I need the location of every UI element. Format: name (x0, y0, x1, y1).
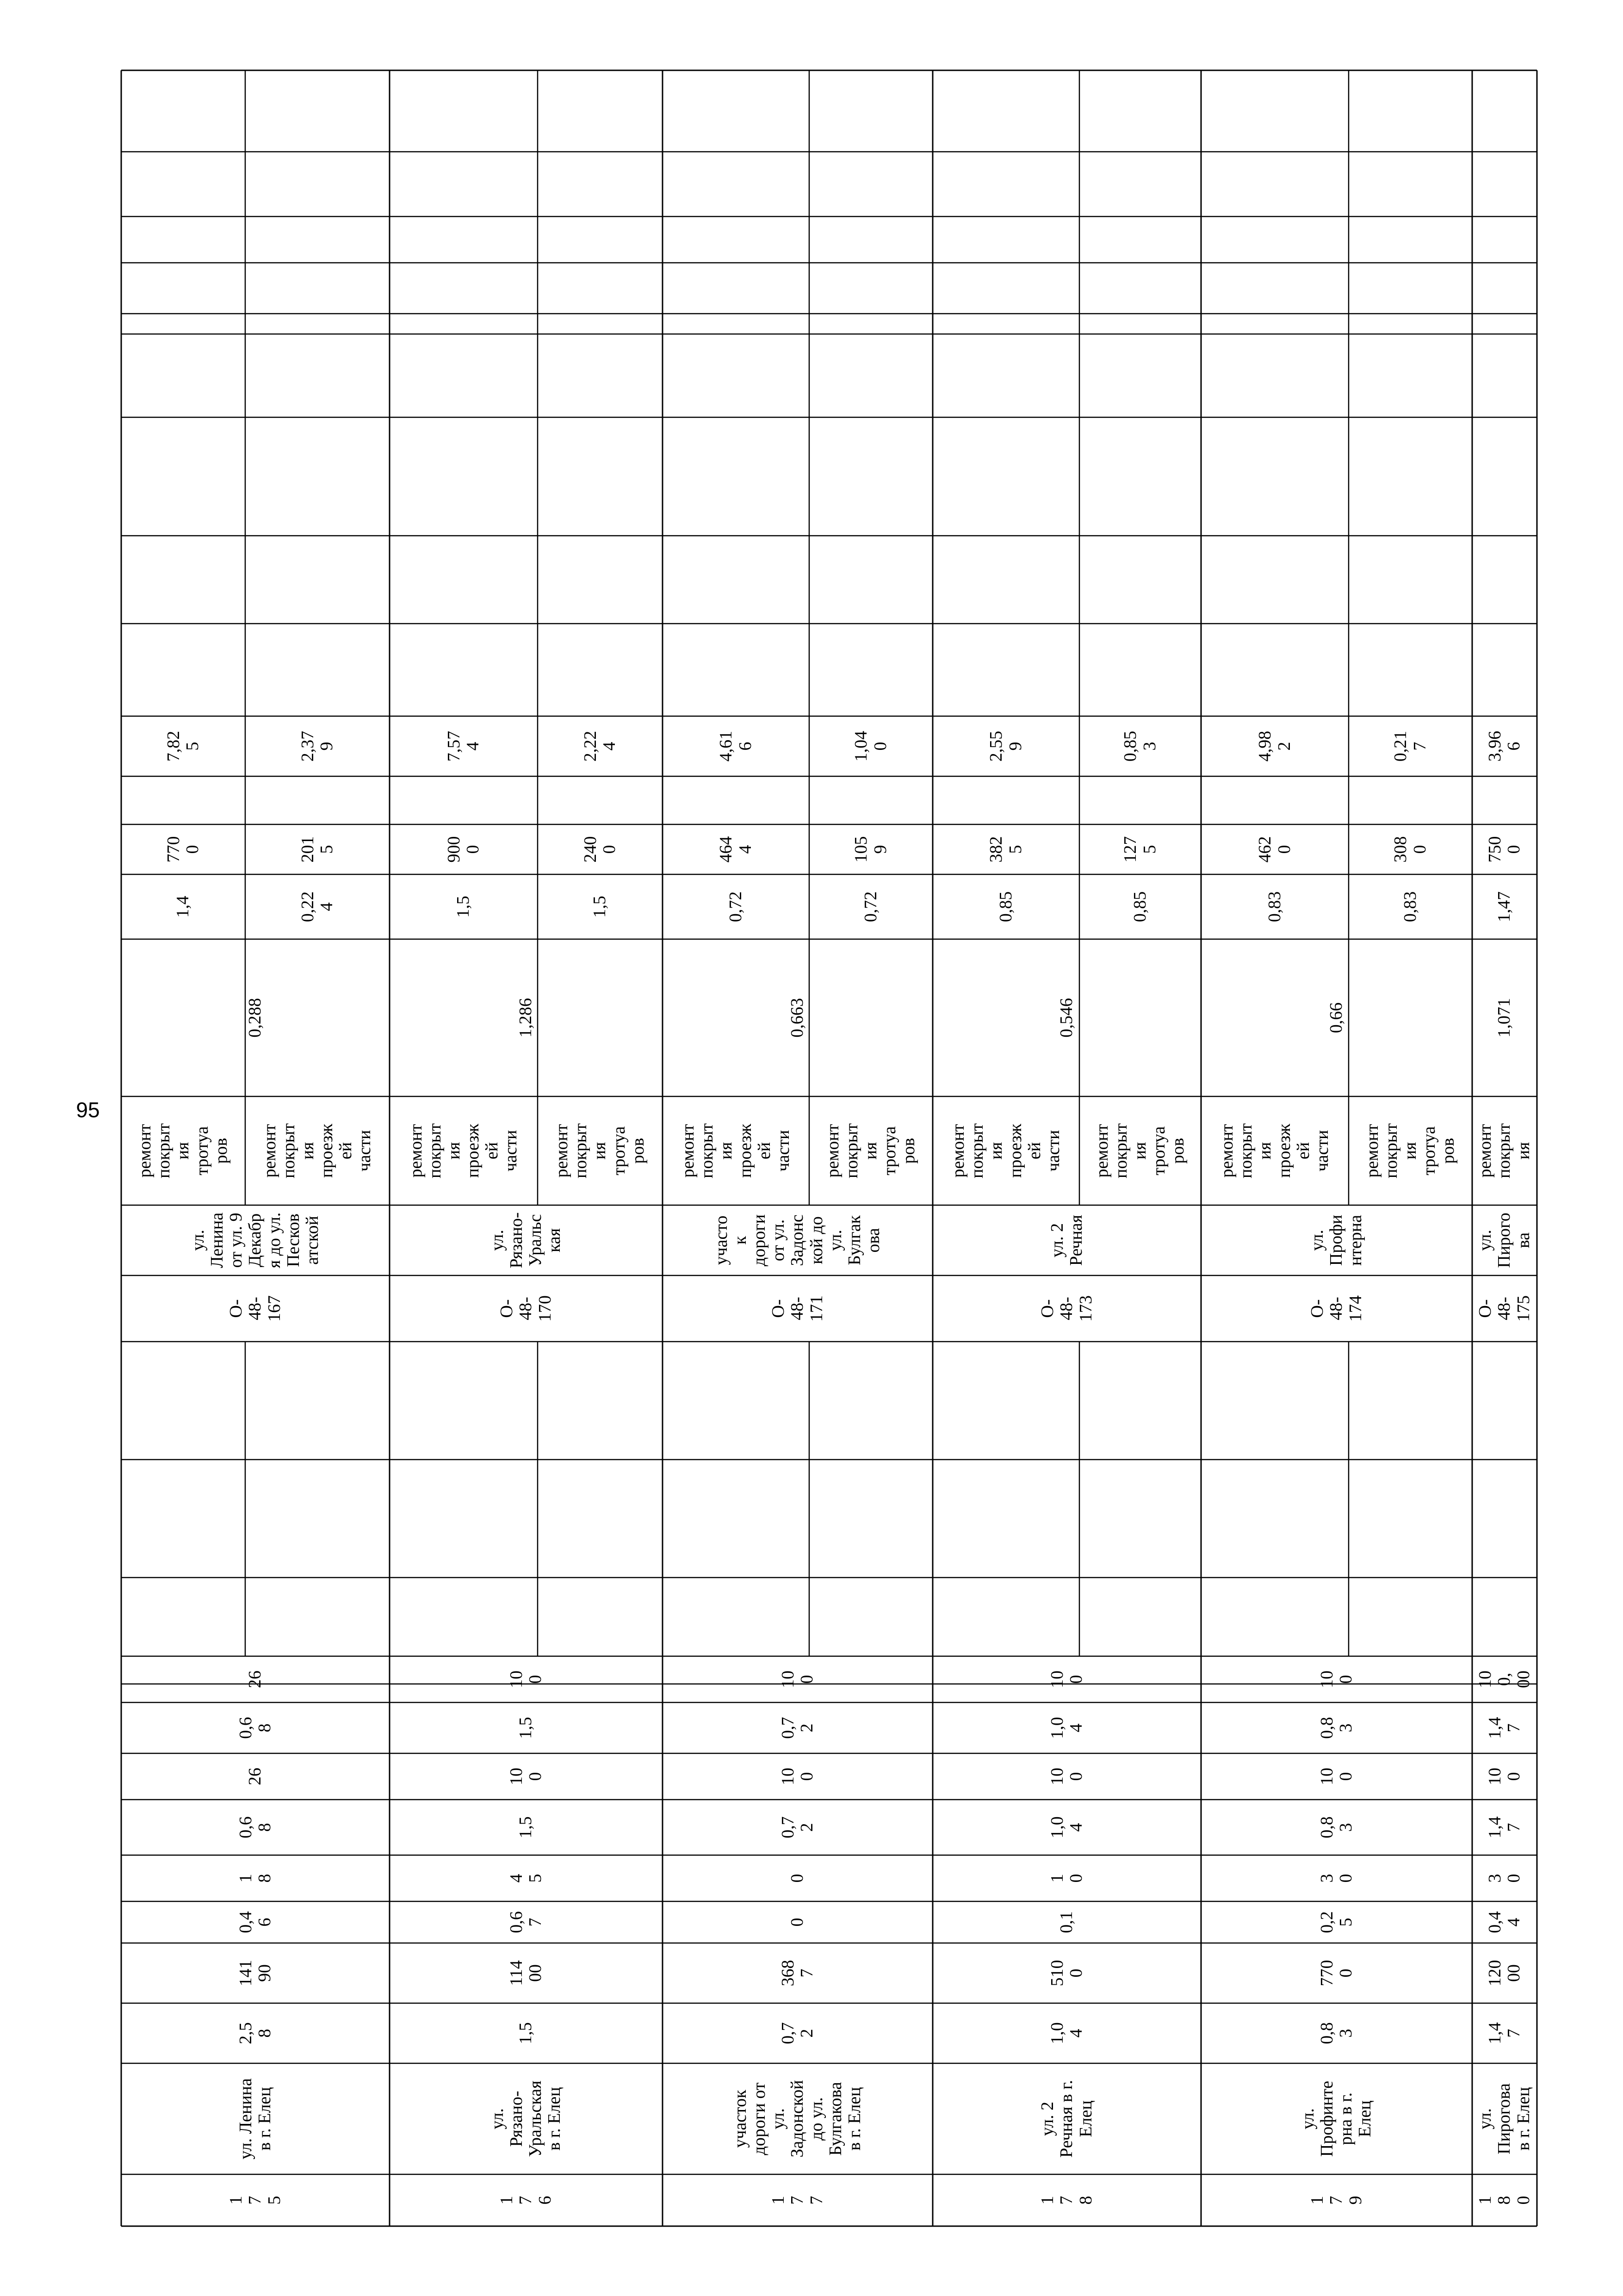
width-value: 0,72 (725, 891, 745, 922)
street-name: ул. Профи нтерна (1307, 1214, 1365, 1266)
object-name: ул. 2 Речная в г. Елец (1038, 2079, 1096, 2158)
left-value-c2: 770 0 (1317, 1960, 1356, 1987)
cost-value: 1,04 0 (851, 730, 890, 762)
object-code: О- 48- 174 (1307, 1295, 1365, 1322)
left-value-c8: 10 0, 00 (1475, 1671, 1533, 1688)
left-value-c4: 4 5 (506, 1874, 545, 1883)
left-value-c1: 0,8 3 (1317, 2022, 1356, 2044)
street-name: ул. Пирого ва (1475, 1213, 1533, 1268)
length-value: 0,288 (245, 998, 265, 1038)
area-value: 201 5 (297, 836, 336, 863)
left-value-c2: 114 00 (506, 1960, 545, 1986)
left-value-c5: 1,0 4 (1047, 1816, 1086, 1838)
width-value: 0,85 (1130, 891, 1150, 922)
width-value: 1,47 (1494, 891, 1514, 922)
object-code: О- 48- 175 (1475, 1295, 1533, 1322)
length-value: 0,66 (1326, 1002, 1346, 1034)
left-value-c2: 510 0 (1047, 1960, 1086, 1987)
length-value: 0,546 (1057, 998, 1077, 1038)
left-value-c7: 0,8 3 (1317, 1717, 1356, 1739)
row-number: 1 7 7 (768, 2196, 826, 2205)
cost-value: 7,82 5 (163, 730, 202, 762)
page-number: 95 (76, 1098, 100, 1122)
work-type: ремонт покрыт ия (1475, 1123, 1533, 1178)
left-value-c1: 2,5 8 (235, 2022, 274, 2044)
cost-value: 4,61 6 (716, 730, 755, 762)
row-number: 1 7 5 (226, 2196, 284, 2205)
area-value: 308 0 (1391, 836, 1430, 863)
left-value-c4: 3 0 (1317, 1874, 1356, 1883)
work-type: ремонт покрыт ия тротуа ров (135, 1123, 231, 1178)
width-value: 1,4 (173, 896, 193, 918)
width-value: 0,83 (1264, 891, 1284, 922)
left-value-c8: 26 (245, 1671, 265, 1688)
left-value-c7: 1,4 7 (1485, 1717, 1524, 1739)
left-value-c1: 0,7 2 (778, 2022, 817, 2044)
left-value-c2: 368 7 (778, 1960, 817, 1987)
left-value-c2: 141 90 (235, 1960, 274, 1987)
left-value-c6: 10 0 (1317, 1768, 1356, 1785)
width-value: 1,5 (453, 896, 473, 918)
object-name: ул. Ленина в г. Елец (235, 2078, 274, 2160)
street-name: ул. 2 Речная (1047, 1214, 1086, 1266)
cost-value: 4,98 2 (1255, 730, 1294, 762)
width-value: 0,72 (861, 891, 880, 922)
left-value-c1: 1,0 4 (1047, 2022, 1086, 2044)
work-type: ремонт покрыт ия проезж ей части (678, 1123, 793, 1178)
left-value-c3: 0 (787, 1918, 807, 1927)
width-value: 0,85 (996, 891, 1016, 922)
work-type: ремонт покрыт ия тротуа ров (823, 1123, 919, 1178)
row-number: 1 7 6 (497, 2196, 555, 2205)
left-value-c4: 3 0 (1485, 1874, 1524, 1883)
left-value-c8: 10 0 (506, 1671, 545, 1688)
object-name: участок дороги от ул. Задонской до ул. Булгакова в г. Елец (731, 2080, 864, 2158)
left-value-c3: 0,4 6 (235, 1911, 274, 1933)
left-value-c6: 26 (245, 1768, 265, 1785)
left-value-c3: 0,1 (1057, 1911, 1077, 1933)
cost-value: 3,96 6 (1485, 730, 1524, 762)
area-value: 127 5 (1121, 836, 1159, 863)
work-type: ремонт покрыт ия проезж ей части (948, 1123, 1063, 1178)
left-value-c7: 1,5 (516, 1717, 536, 1739)
left-value-c4: 1 8 (235, 1874, 274, 1883)
left-value-c5: 0,8 3 (1317, 1816, 1356, 1838)
area-value: 464 4 (716, 836, 755, 863)
object-code: О- 48- 167 (226, 1295, 284, 1322)
left-value-c5: 1,4 7 (1485, 1816, 1524, 1838)
left-value-c7: 0,6 8 (235, 1717, 274, 1739)
width-value: 0,22 4 (297, 891, 336, 922)
cost-value: 0,21 7 (1391, 730, 1430, 762)
street-name: ул. Рязано- Уральс кая (487, 1212, 564, 1269)
left-value-c6: 10 0 (778, 1768, 817, 1785)
street-name: ул. Ленина от ул. 9 Декабр я до ул. Песков атской (188, 1212, 322, 1269)
cost-value: 2,37 9 (297, 730, 336, 762)
object-code: О- 48- 170 (497, 1295, 555, 1322)
object-name: ул. Профинте рна в г. Елец (1298, 2080, 1375, 2157)
area-value: 462 0 (1255, 836, 1294, 863)
work-type: ремонт покрыт ия проезж ей части (260, 1123, 375, 1178)
work-type: ремонт покрыт ия тротуа ров (1092, 1123, 1188, 1178)
work-type: ремонт покрыт ия проезж ей части (406, 1123, 521, 1178)
object-code: О- 48- 171 (768, 1295, 826, 1322)
area-value: 382 5 (986, 836, 1025, 863)
row-number: 1 7 8 (1038, 2196, 1096, 2205)
width-value: 1,5 (590, 896, 610, 918)
cost-value: 2,22 4 (580, 730, 619, 762)
cost-value: 2,55 9 (986, 730, 1025, 762)
cost-value: 0,85 3 (1121, 730, 1159, 762)
left-value-c5: 0,7 2 (778, 1816, 817, 1838)
area-value: 750 0 (1485, 836, 1524, 863)
left-value-c1: 1,5 (516, 2022, 536, 2044)
left-value-c4: 0 (787, 1874, 807, 1883)
length-value: 1,071 (1494, 998, 1514, 1038)
left-value-c4: 1 0 (1047, 1874, 1086, 1883)
left-value-c8: 10 0 (778, 1671, 817, 1688)
left-value-c5: 0,6 8 (235, 1816, 274, 1838)
work-type: ремонт покрыт ия тротуа ров (1362, 1123, 1458, 1178)
length-value: 1,286 (516, 998, 536, 1038)
left-value-c1: 1,4 7 (1485, 2022, 1524, 2044)
object-name: ул. Рязано- Уральская в г. Елец (487, 2080, 564, 2157)
left-value-c7: 1,0 4 (1047, 1717, 1086, 1739)
width-value: 0,83 (1400, 891, 1420, 922)
object-code: О- 48- 173 (1038, 1295, 1096, 1322)
left-value-c5: 1,5 (516, 1816, 536, 1838)
work-type: ремонт покрыт ия проезж ей части (1217, 1123, 1332, 1178)
left-value-c6: 10 0 (506, 1768, 545, 1785)
area-value: 105 9 (851, 836, 890, 863)
work-type: ремонт покрыт ия тротуа ров (552, 1123, 648, 1178)
area-value: 900 0 (444, 836, 483, 863)
length-value: 0,663 (787, 998, 807, 1038)
left-value-c6: 10 0 (1047, 1768, 1086, 1785)
left-value-c3: 0,2 5 (1317, 1911, 1356, 1933)
left-value-c2: 120 00 (1485, 1960, 1524, 1987)
left-value-c8: 10 0 (1317, 1671, 1356, 1688)
street-name: участо к дороги от ул. Задонс кой до ул. Булгак ова (712, 1214, 883, 1267)
object-name: ул. Пирогова в г. Елец (1475, 2083, 1533, 2154)
left-value-c3: 0,6 7 (506, 1911, 545, 1933)
left-value-c6: 10 0 (1485, 1768, 1524, 1785)
left-value-c3: 0,4 4 (1485, 1911, 1524, 1933)
left-value-c8: 10 0 (1047, 1671, 1086, 1688)
area-value: 240 0 (580, 836, 619, 863)
left-value-c7: 0,7 2 (778, 1717, 817, 1739)
row-number: 1 7 9 (1307, 2196, 1365, 2205)
area-value: 770 0 (163, 836, 202, 863)
row-number: 1 8 0 (1475, 2196, 1533, 2205)
cost-value: 7,57 4 (444, 730, 483, 762)
